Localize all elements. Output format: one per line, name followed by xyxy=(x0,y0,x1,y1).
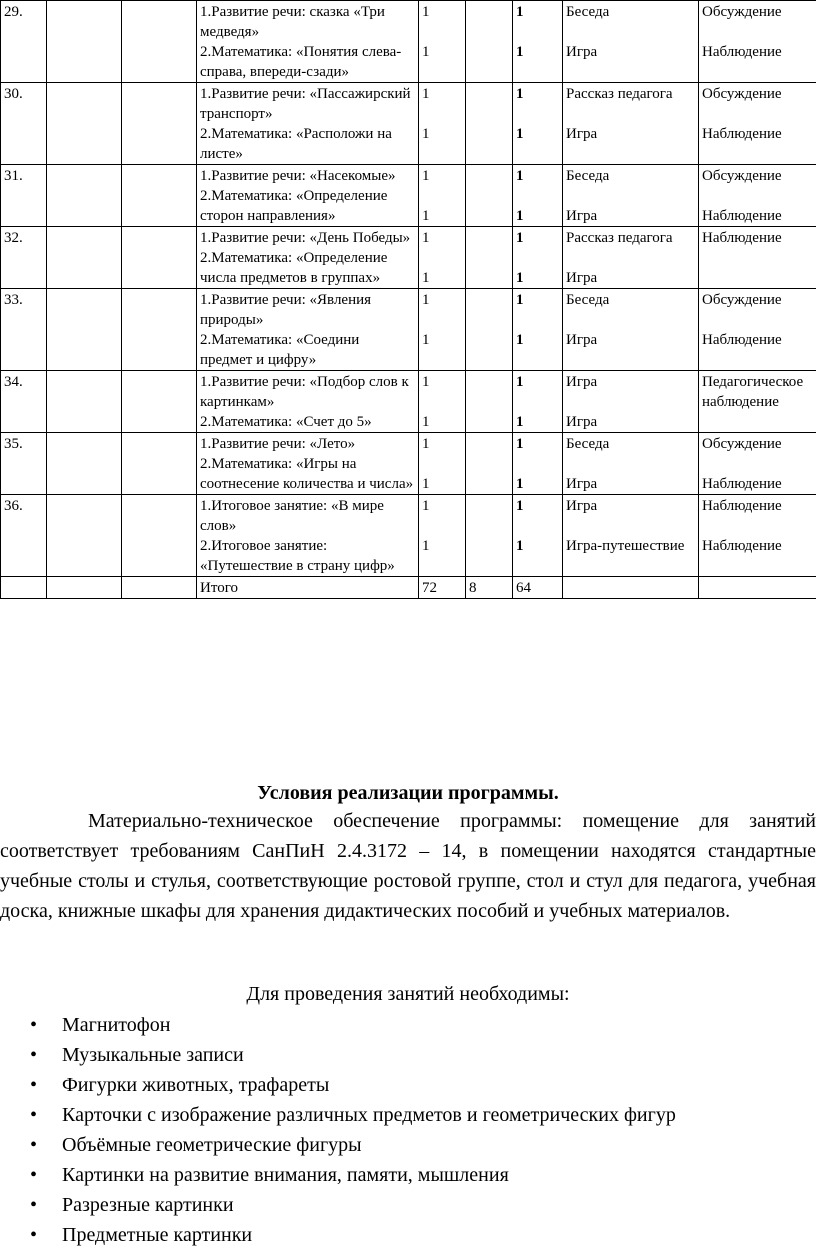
theory-cell xyxy=(466,1,513,83)
conditions-paragraph xyxy=(0,806,816,926)
practice-value: 1 xyxy=(516,228,559,248)
row-number: 32. xyxy=(1,227,47,289)
empty-cell xyxy=(122,83,197,165)
hours-value: 1 xyxy=(422,2,462,22)
control-value: Наблюдение xyxy=(702,124,813,144)
practice-value: 1 xyxy=(516,372,559,392)
row-number: 33. xyxy=(1,289,47,371)
list-item-text: Картинки на развитие внимания, памяти, мышления xyxy=(62,1164,509,1186)
topics-cell xyxy=(197,495,419,577)
list-item-text: Предметные картинки xyxy=(62,1224,252,1246)
control-value: Наблюдение xyxy=(702,206,813,226)
bullet-icon: • xyxy=(30,1100,37,1130)
list-item xyxy=(0,1160,676,1190)
hours-value: 1 xyxy=(422,372,462,392)
list-item-text: Разрезные картинки xyxy=(62,1194,234,1216)
practice-cell xyxy=(513,165,563,227)
control-value: Наблюдение xyxy=(702,474,813,494)
control-value: Обсуждение xyxy=(702,2,813,22)
table-total xyxy=(1,577,816,599)
hours-value: 1 xyxy=(422,330,462,350)
empty-cell xyxy=(1,577,47,599)
practice-value: 1 xyxy=(516,496,559,516)
control-value: Обсуждение xyxy=(702,434,813,454)
empty-cell xyxy=(47,433,122,495)
form-value: Беседа xyxy=(566,2,695,22)
hours-value: 1 xyxy=(422,496,462,516)
curriculum-table xyxy=(0,0,816,599)
control-value: Наблюдение xyxy=(702,330,813,350)
topics-cell xyxy=(197,165,419,227)
topic-2: 2.Итоговое занятие: «Путешествие в страну цифр» xyxy=(200,536,415,576)
topics-cell xyxy=(197,1,419,83)
control-value: Педагогическое наблюдение xyxy=(702,372,813,412)
theory-cell xyxy=(466,495,513,577)
practice-value: 1 xyxy=(516,2,559,22)
control-value: Наблюдение xyxy=(702,228,813,248)
practice-value: 1 xyxy=(516,434,559,454)
total-theory: 8 xyxy=(466,577,513,599)
row-number: 36. xyxy=(1,495,47,577)
form-cell xyxy=(563,227,699,289)
form-value: Игра xyxy=(566,496,695,516)
form-value: Игра xyxy=(566,124,695,144)
empty-cell xyxy=(47,165,122,227)
topic-1: 1.Развитие речи: сказка «Три медведя» xyxy=(200,2,415,42)
hours-value: 1 xyxy=(422,166,462,186)
empty-cell xyxy=(47,1,122,83)
total-label: Итого xyxy=(197,577,419,599)
table-body xyxy=(1,1,816,577)
empty-cell xyxy=(122,165,197,227)
empty-cell xyxy=(47,495,122,577)
form-value: Рассказ педагога xyxy=(566,84,695,104)
topic-2: 2.Математика: «Расположи на листе» xyxy=(200,124,415,164)
practice-cell xyxy=(513,227,563,289)
theory-cell xyxy=(466,371,513,433)
paragraph-text: Материально-техническое обеспечение программы: помещение для занятий соответствует требованиям СанПиН 2.4.3172 – 14, в помещении находятся стандартные учебные столы и стулья, соответствующие ростовой группе, стол и стул для педагога, учебная доска, книжные шкафы для хранения дидактических пособий и учебных материалов. xyxy=(0,810,816,922)
form-value: Беседа xyxy=(566,166,695,186)
practice-value: 1 xyxy=(516,412,559,432)
control-cell xyxy=(699,433,816,495)
theory-cell xyxy=(466,227,513,289)
form-cell xyxy=(563,433,699,495)
section-title: Условия реализации программы. xyxy=(0,782,816,805)
form-cell xyxy=(563,83,699,165)
practice-cell xyxy=(513,289,563,371)
hours-value: 1 xyxy=(422,474,462,494)
topic-2: 2.Математика: «Определение числа предметов в группах» xyxy=(200,248,415,288)
topic-1: 1.Итоговое занятие: «В мире слов» xyxy=(200,496,415,536)
row-number: 30. xyxy=(1,83,47,165)
table-row xyxy=(1,495,816,577)
empty-cell xyxy=(122,433,197,495)
form-value: Игра xyxy=(566,42,695,62)
control-value: Наблюдение xyxy=(702,42,813,62)
list-item-text: Карточки с изображение различных предметов и геометрических фигур xyxy=(62,1104,676,1126)
theory-cell xyxy=(466,83,513,165)
empty-cell xyxy=(122,289,197,371)
hours-value: 1 xyxy=(422,412,462,432)
table-row xyxy=(1,165,816,227)
topic-1: 1.Развитие речи: «День Победы» xyxy=(200,228,415,248)
table-row xyxy=(1,227,816,289)
list-item xyxy=(0,1010,676,1040)
table-row xyxy=(1,371,816,433)
form-value: Беседа xyxy=(566,434,695,454)
practice-value: 1 xyxy=(516,166,559,186)
control-cell xyxy=(699,227,816,289)
control-cell xyxy=(699,1,816,83)
empty-cell xyxy=(122,495,197,577)
bullet-icon: • xyxy=(30,1070,37,1100)
practice-cell xyxy=(513,433,563,495)
row-number: 29. xyxy=(1,1,47,83)
form-value: Игра xyxy=(566,412,695,432)
practice-value: 1 xyxy=(516,330,559,350)
hours-value: 1 xyxy=(422,42,462,62)
topic-2: 2.Математика: «Игры на соотнесение количества и числа» xyxy=(200,454,415,494)
form-value: Игра xyxy=(566,206,695,226)
bullet-icon: • xyxy=(30,1040,37,1070)
empty-cell xyxy=(122,371,197,433)
topics-cell xyxy=(197,433,419,495)
row-number: 34. xyxy=(1,371,47,433)
practice-value: 1 xyxy=(516,268,559,288)
topic-1: 1.Развитие речи: «Явления природы» xyxy=(200,290,415,330)
hours-value: 1 xyxy=(422,84,462,104)
form-value: Игра-путешествие xyxy=(566,536,695,556)
form-value: Игра xyxy=(566,330,695,350)
list-item xyxy=(0,1100,676,1130)
topic-1: 1.Развитие речи: «Насекомые» xyxy=(200,166,415,186)
bullet-icon: • xyxy=(30,1010,37,1040)
empty-cell xyxy=(47,289,122,371)
form-cell xyxy=(563,1,699,83)
topic-1: 1.Развитие речи: «Лето» xyxy=(200,434,415,454)
hours-cell xyxy=(419,227,466,289)
table-row xyxy=(1,1,816,83)
hours-cell xyxy=(419,83,466,165)
hours-cell xyxy=(419,289,466,371)
practice-value: 1 xyxy=(516,206,559,226)
topic-1: 1.Развитие речи: «Пассажирский транспорт» xyxy=(200,84,415,124)
bullet-icon: • xyxy=(30,1130,37,1160)
topics-cell xyxy=(197,227,419,289)
practice-cell xyxy=(513,371,563,433)
needs-title: Для проведения занятий необходимы: xyxy=(0,983,816,1006)
control-value: Обсуждение xyxy=(702,84,813,104)
control-cell xyxy=(699,495,816,577)
theory-cell xyxy=(466,433,513,495)
form-value: Рассказ педагога xyxy=(566,228,695,248)
bullet-icon: • xyxy=(30,1220,37,1250)
total-practice: 64 xyxy=(513,577,563,599)
total-row xyxy=(1,577,816,599)
empty-cell xyxy=(122,1,197,83)
table-row xyxy=(1,289,816,371)
topic-1: 1.Развитие речи: «Подбор слов к картинкам» xyxy=(200,372,415,412)
list-item-text: Музыкальные записи xyxy=(62,1044,244,1066)
practice-cell xyxy=(513,83,563,165)
control-cell xyxy=(699,289,816,371)
control-value: Обсуждение xyxy=(702,290,813,310)
form-cell xyxy=(563,289,699,371)
hours-value: 1 xyxy=(422,268,462,288)
form-value: Игра xyxy=(566,474,695,494)
list-item xyxy=(0,1190,676,1220)
form-cell xyxy=(563,165,699,227)
control-value: Обсуждение xyxy=(702,166,813,186)
empty-cell xyxy=(699,577,816,599)
form-value: Беседа xyxy=(566,290,695,310)
bullet-icon: • xyxy=(30,1160,37,1190)
form-cell xyxy=(563,371,699,433)
equipment-list xyxy=(0,1010,676,1250)
control-cell xyxy=(699,165,816,227)
list-item xyxy=(0,1220,676,1250)
hours-cell xyxy=(419,371,466,433)
bullet-icon: • xyxy=(30,1190,37,1220)
topics-cell xyxy=(197,289,419,371)
control-cell xyxy=(699,371,816,433)
topics-cell xyxy=(197,83,419,165)
practice-value: 1 xyxy=(516,84,559,104)
empty-cell xyxy=(122,227,197,289)
control-cell xyxy=(699,83,816,165)
control-value: Наблюдение xyxy=(702,536,813,556)
list-item-text: Объёмные геометрические фигуры xyxy=(62,1134,362,1156)
table-row xyxy=(1,83,816,165)
list-item xyxy=(0,1130,676,1160)
hours-cell xyxy=(419,1,466,83)
hours-cell xyxy=(419,495,466,577)
topic-2: 2.Математика: «Определение сторон направления» xyxy=(200,186,415,226)
row-number: 31. xyxy=(1,165,47,227)
empty-cell xyxy=(47,227,122,289)
hours-value: 1 xyxy=(422,228,462,248)
form-value: Игра xyxy=(566,372,695,392)
empty-cell xyxy=(47,371,122,433)
hours-value: 1 xyxy=(422,124,462,144)
empty-cell xyxy=(122,577,197,599)
practice-value: 1 xyxy=(516,124,559,144)
hours-cell xyxy=(419,433,466,495)
list-item xyxy=(0,1070,676,1100)
topics-cell xyxy=(197,371,419,433)
practice-cell xyxy=(513,495,563,577)
empty-cell xyxy=(47,83,122,165)
theory-cell xyxy=(466,165,513,227)
topic-2: 2.Математика: «Понятия слева- справа, впереди-сзади» xyxy=(200,42,415,82)
topic-2: 2.Математика: «Соедини предмет и цифру» xyxy=(200,330,415,370)
form-cell xyxy=(563,495,699,577)
hours-value: 1 xyxy=(422,434,462,454)
table-row xyxy=(1,433,816,495)
practice-value: 1 xyxy=(516,536,559,556)
hours-value: 1 xyxy=(422,206,462,226)
form-value: Игра xyxy=(566,268,695,288)
control-value: Наблюдение xyxy=(702,496,813,516)
total-hours: 72 xyxy=(419,577,466,599)
topic-2: 2.Математика: «Счет до 5» xyxy=(200,412,415,432)
list-item xyxy=(0,1040,676,1070)
empty-cell xyxy=(47,577,122,599)
practice-value: 1 xyxy=(516,474,559,494)
hours-cell xyxy=(419,165,466,227)
hours-value: 1 xyxy=(422,536,462,556)
list-item-text: Магнитофон xyxy=(62,1014,170,1036)
practice-value: 1 xyxy=(516,42,559,62)
practice-value: 1 xyxy=(516,290,559,310)
row-number: 35. xyxy=(1,433,47,495)
theory-cell xyxy=(466,289,513,371)
list-item-text: Фигурки животных, трафареты xyxy=(62,1074,329,1096)
empty-cell xyxy=(563,577,699,599)
hours-value: 1 xyxy=(422,290,462,310)
practice-cell xyxy=(513,1,563,83)
